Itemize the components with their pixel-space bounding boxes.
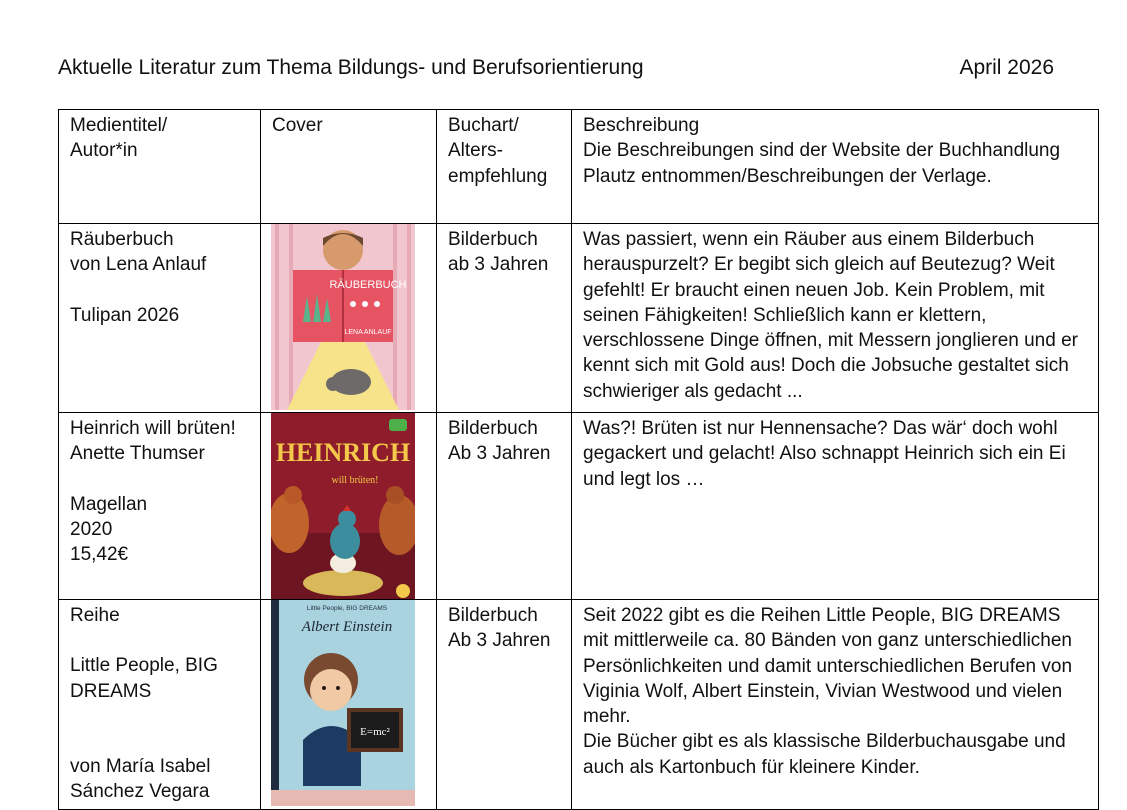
cover-formula-text: E=mc² [360, 726, 390, 738]
book-title: Heinrich will brüten! [70, 418, 236, 439]
table-row [59, 600, 1099, 810]
book-author: von María Isabel [70, 755, 211, 777]
cover-subtitle-text: will brüten! [331, 475, 379, 486]
header-cell-title: Medientitel/ Autor*in [59, 110, 261, 224]
book-age: Ab 3 Jahren [448, 630, 551, 652]
document-date: April 2026 [959, 56, 1054, 79]
document-title: Aktuelle Literatur zum Thema Bildungs- und Berufsorientierung [58, 56, 644, 79]
header-cell-type: Buchart/ Alters- empfehlung [437, 110, 572, 224]
header-cell-description: Beschreibung Die Beschreibungen sind der Website der Buchhandlung Plautz entnommen/Beschreibungen der Verlage. [572, 110, 1099, 224]
book-type: Bilderbuch [448, 418, 538, 439]
book-author: von Lena Anlauf [70, 254, 207, 276]
book-cover-image [271, 224, 415, 410]
header-cell-cover: Cover [261, 110, 437, 224]
book-description: Seit 2022 gibt es die Reihen Little People, BIG DREAMS mit mittlerweile ca. 80 Bänden von ganz unterschiedlichen Persönlichkeiten und damit unterschiedlichen Berufen von Viginia Wolf, Albert Einstein, Vivian Westwood und vielen mehr. [583, 605, 1073, 728]
book-cover-image [271, 600, 415, 806]
book-description: Was?! Brüten ist nur Hennensache? Das wär‘ doch wohl gegackert und gelacht! Also schnappt Heinrich sich ein Ei und legt los … [583, 418, 1066, 490]
book-cover-cell [261, 224, 437, 413]
book-cover-cell [261, 600, 437, 810]
book-type-cell [437, 600, 572, 810]
cover-title-text: HEINRICH [275, 438, 411, 467]
cover-title-text: RÄUBERBUCH [329, 279, 407, 291]
table-header-row [59, 110, 1099, 224]
book-info-cell [59, 600, 261, 810]
book-author: Sánchez Vegara [70, 781, 210, 803]
book-author: Anette Thumser [70, 443, 205, 465]
table-row [59, 413, 1099, 600]
book-description-cell [572, 413, 1099, 600]
book-type: Bilderbuch [448, 229, 538, 250]
book-type-cell [437, 413, 572, 600]
book-year: 2020 [70, 518, 113, 540]
book-info-cell [59, 224, 261, 413]
book-title: Little People, BIG DREAMS [70, 655, 218, 702]
literature-table [58, 109, 1099, 810]
book-info-cell [59, 413, 261, 600]
book-description-cell [572, 224, 1099, 413]
book-cover-cell [261, 413, 437, 600]
cover-title-text: Albert Einstein [301, 619, 393, 635]
book-publisher: Tulipan 2026 [70, 304, 180, 326]
cover-author-text: LENA ANLAUF [344, 329, 392, 336]
book-description: Was passiert, wenn ein Räuber aus einem Bilderbuch herauspurzelt? Er begibt sich gleich auf Beutezug? Weit gefehlt! Er braucht einen neuen Job. Kein Problem, mit seinen Fähigkeiten! Schließlich kann er klettern, verschlossene Dinge öffnen, mit Messern jonglieren und er kennt sich mit Gold aus! Doch die Jobsuche gestaltet sich schwieriger als gedacht ... [583, 229, 1078, 402]
book-description-cell [572, 600, 1099, 810]
description-source-note: Die Beschreibungen sind der Website der Buchhandlung Plautz entnommen/Beschreibungen der Verlage. [583, 140, 1061, 187]
book-cover-image [271, 413, 415, 599]
book-age: ab 3 Jahren [448, 254, 549, 276]
book-description-extra: Die Bücher gibt es als klassische Bilderbuchausgabe und auch als Kartonbuch für kleinere Kinder. [583, 731, 1066, 778]
page-header [58, 56, 1054, 84]
book-price: 15,42€ [70, 544, 129, 566]
cover-series-text: Little People, BIG DREAMS [306, 605, 388, 612]
book-age: Ab 3 Jahren [448, 443, 551, 465]
book-publisher: Magellan [70, 493, 148, 515]
book-type-cell [437, 224, 572, 413]
book-title: Räuberbuch [70, 229, 174, 250]
series-label: Reihe [70, 605, 120, 626]
book-type: Bilderbuch [448, 605, 538, 626]
table-row [59, 224, 1099, 413]
